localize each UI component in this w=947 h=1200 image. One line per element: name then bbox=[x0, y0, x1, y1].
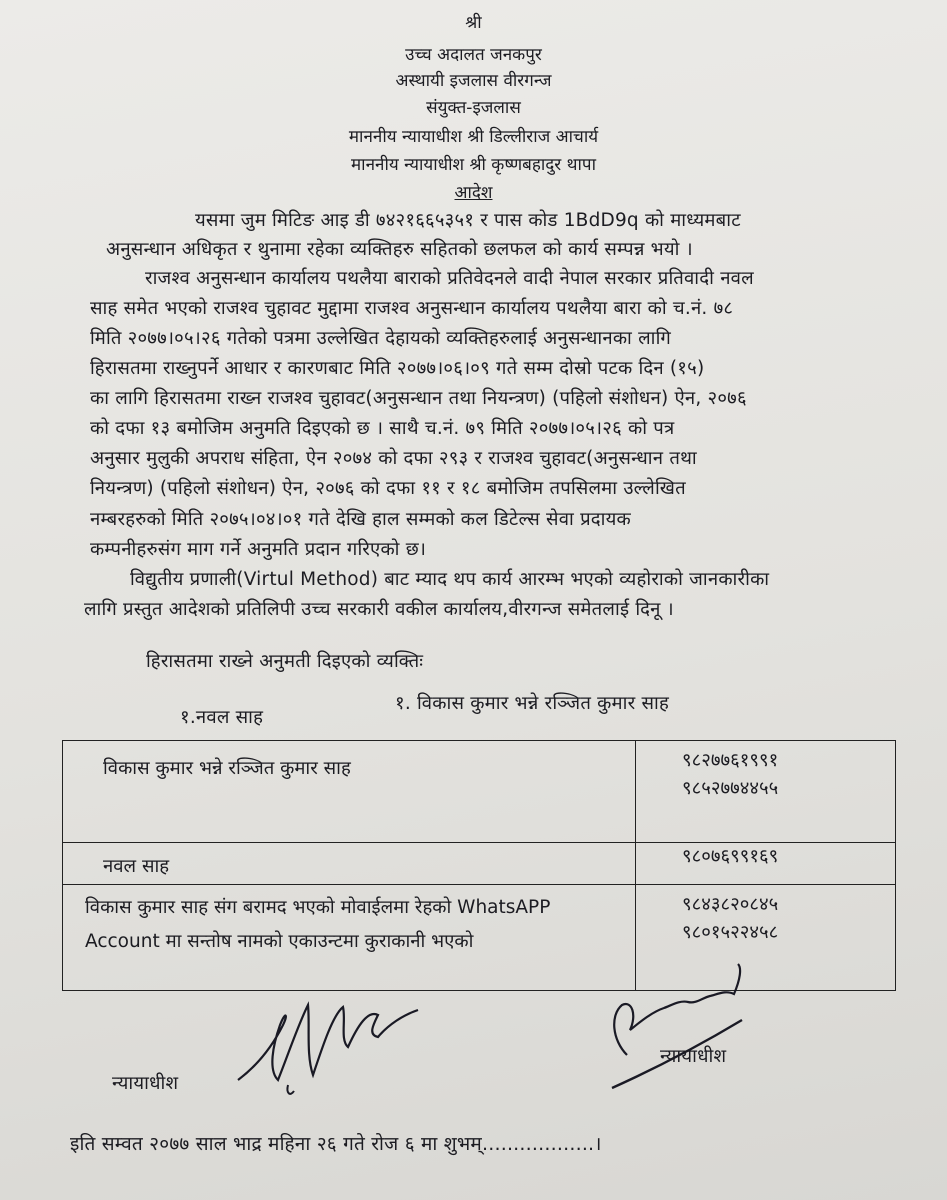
body-line-14: लागि प्रस्तुत आदेशको प्रतिलिपी उच्च सरकारी वकील कार्यालय,वीरगन्ज समेतलाई दिनू । bbox=[84, 599, 674, 620]
row-name: विकास कुमार भन्ने रञ्जित कुमार साह bbox=[103, 758, 351, 779]
court-name: उच्च अदालत जनकपुर bbox=[405, 45, 542, 65]
right-signature bbox=[592, 960, 782, 1100]
table-cell-name bbox=[63, 741, 636, 843]
judge-2: माननीय न्यायाधीश श्री कृष्णबहादुर थापा bbox=[351, 155, 596, 175]
body-line-5: मिति २०७७।०५।२६ गतेको पत्रमा उल्लेखित देहायको व्यक्तिहरुलाई अनुसन्धानका लागि bbox=[90, 328, 672, 349]
custody-person-2: १. विकास कुमार भन्ने रञ्जित कुमार साह bbox=[395, 693, 669, 714]
body-line-11: नम्बरहरुको मिति २०७५।०४।०१ गते देखि हाल सम्मको कल डिटेल्स सेवा प्रदायक bbox=[90, 509, 631, 530]
body-line-8: को दफा १३ बमोजिम अनुमति दिइएको छ । साथै च.नं. ७९ मिति २०७७।०५।२६ को पत्र bbox=[90, 418, 675, 439]
phone-number: ९८०७६९९१६९ bbox=[682, 846, 779, 867]
body-line-7: का लागि हिरासतमा राख्न राजश्व चुहावट(अनुसन्धान तथा नियन्त्रण) (पहिलो संशोधन) ऐन, २०७६ bbox=[90, 388, 747, 409]
left-judge-label: न्यायाधीश bbox=[112, 1073, 179, 1094]
phone-number: ९८२७७६१९९१ bbox=[682, 750, 779, 771]
body-line-1: यसमा जुम मिटिङ आइ डी ७४२१६६५३५१ र पास कोड 1BdD9q को माध्यमबाट bbox=[195, 210, 741, 231]
table-cell-numbers bbox=[636, 843, 896, 885]
body-line-3: राजश्व अनुसन्धान कार्यालय पथलैया बाराको प्रतिवेदनले वादी नेपाल सरकार प्रतिवादी नवल bbox=[145, 268, 754, 289]
header-shri: श्री bbox=[465, 13, 482, 33]
body-line-10: नियन्त्रण) (पहिलो संशोधन) ऐन, २०७६ को दफा ११ र १८ बमोजिम तपसिलमा उल्लेखित bbox=[90, 478, 686, 499]
phone-number-table bbox=[62, 740, 896, 991]
judge-1: माननीय न्यायाधीश श्री डिल्लीराज आचार्य bbox=[348, 127, 599, 147]
table-cell-name bbox=[63, 885, 636, 991]
body-line-6: हिरासतमा राख्नुपर्ने आधार र कारणबाट मिति २०७७।०६।०९ गते सम्म दोस्रो पटक दिन (१५) bbox=[90, 358, 705, 379]
order-title: आदेश bbox=[454, 183, 493, 203]
body-line-2: अनुसन्धान अधिकृत र थुनामा रहेका व्यक्तिहरु सहितको छलफल को कार्य सम्पन्न भयो । bbox=[106, 239, 693, 260]
body-line-9: अनुसार मुलुकी अपराध संहिता, ऐन २०७४ को दफा २९३ र राजश्व चुहावट(अनुसन्धान तथा bbox=[90, 448, 697, 469]
table-cell-numbers bbox=[636, 741, 896, 843]
table-row bbox=[63, 741, 896, 843]
body-line-12: कम्पनीहरुसंग माग गर्ने अनुमति प्रदान गरिएको छ। bbox=[90, 539, 427, 560]
phone-number: ९८५२७७४४५५ bbox=[682, 778, 779, 799]
row-name: नवल साह bbox=[103, 856, 170, 877]
right-judge-label: न्यायाधीश bbox=[660, 1046, 727, 1067]
custody-heading: हिरासतमा राख्ने अनुमती दिइएको व्यक्तिः bbox=[146, 651, 424, 672]
body-line-13: विद्युतीय प्रणाली(Virtul Method) बाट म्याद थप कार्य आरम्भ भएको व्यहोराको जानकारीका bbox=[130, 569, 770, 590]
table-cell-name bbox=[63, 843, 636, 885]
phone-number: ९८४३८२०८४५ bbox=[682, 894, 779, 915]
row-name: विकास कुमार साह संग बरामद भएको मोवाईलमा रेहको WhatsAPP Account मा सन्तोष नामको एकाउन्टमा कुराकानी भएको bbox=[85, 897, 551, 952]
body-line-4: साह समेत भएको राजश्व चुहावट मुद्दामा राजश्व अनुसन्धान कार्यालय पथलैया बारा को च.नं. ७८ bbox=[90, 298, 734, 319]
left-signature bbox=[228, 985, 448, 1105]
bench-name: अस्थायी इजलास वीरगन्ज bbox=[395, 71, 552, 91]
footer-date-line: इति सम्वत २०७७ साल भाद्र महिना २६ गते रोज ६ मा शुभम्..................। bbox=[70, 1133, 602, 1155]
phone-number: ९८०१५२२४५८ bbox=[682, 922, 779, 943]
joint-bench: संयुक्त-इजलास bbox=[426, 98, 521, 118]
table-row bbox=[63, 843, 896, 885]
custody-person-1: १.नवल साह bbox=[180, 707, 264, 728]
